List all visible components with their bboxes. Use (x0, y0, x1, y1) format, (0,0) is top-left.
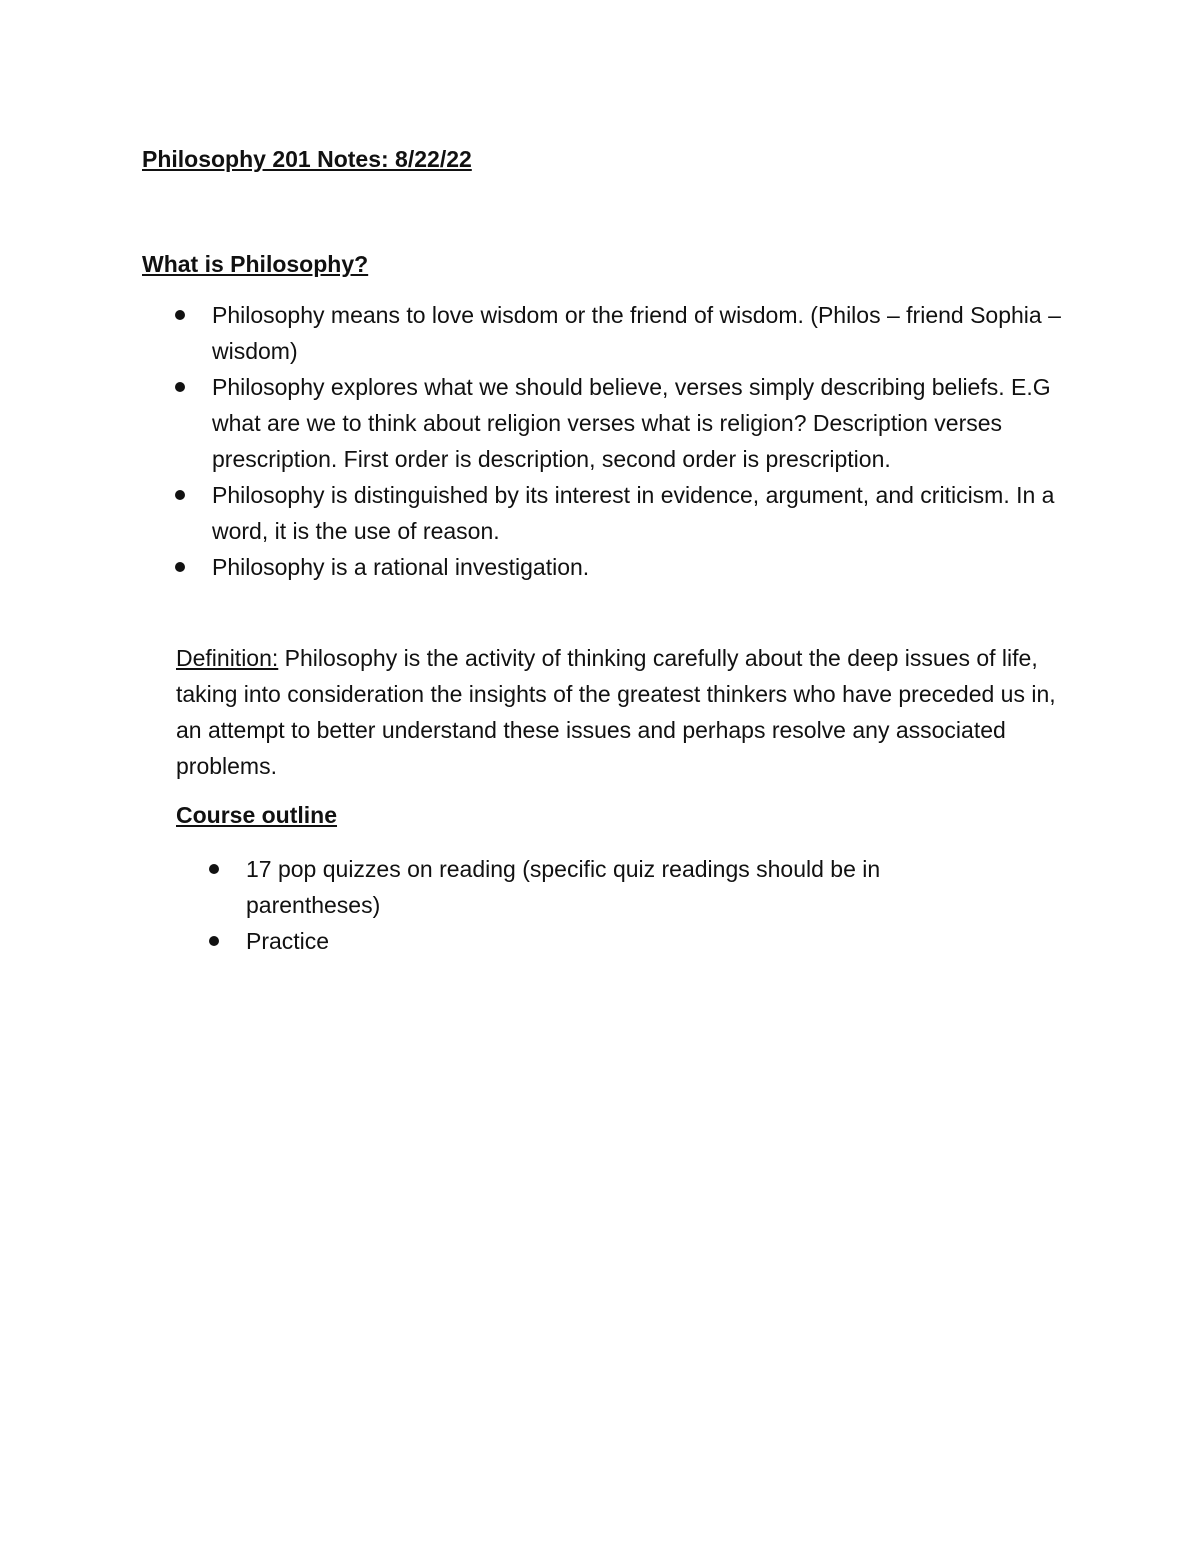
bullet-icon (175, 382, 185, 392)
list-item-text: 17 pop quizzes on reading (specific quiz readings should be in parentheses) (246, 856, 881, 918)
list-item-text: Practice (246, 928, 330, 954)
list-item (172, 297, 1072, 369)
page-title: Philosophy 201 Notes: 8/22/22 (142, 146, 472, 172)
bullet-icon (175, 562, 185, 572)
list-item (206, 923, 1006, 959)
list-item-text: Philosophy explores what we should believe, verses simply describing beliefs. E.G what are we to think about religion verses what is religion? Description verses prescription. First order is description, second order is prescription. (212, 374, 1051, 472)
definition-text: Philosophy is the activity of thinking carefully about the deep issues of life, taking into consideration the insights of the greatest thinkers who have preceded us in, an attempt to better understand these issues and perhaps resolve any associated problems. (176, 645, 1056, 779)
bullet-icon (175, 310, 185, 320)
list-item (206, 851, 1006, 923)
bullet-icon (175, 490, 185, 500)
list-item-text: Philosophy is a rational investigation. (212, 554, 590, 580)
section-heading-course-outline: Course outline (176, 802, 338, 828)
bullet-icon (209, 864, 219, 874)
list-item-text: Philosophy is distinguished by its interest in evidence, argument, and criticism. In a word, it is the use of reason. (212, 482, 1055, 544)
definition-label: Definition: (176, 645, 279, 671)
list-item (172, 549, 1072, 585)
list-item (172, 369, 1072, 477)
bullet-list-course-outline (206, 851, 1006, 959)
bullet-list-what-is-philosophy (172, 297, 1072, 585)
definition-paragraph (176, 640, 1071, 784)
bullet-icon (209, 936, 219, 946)
section-heading-what-is-philosophy: What is Philosophy? (142, 251, 369, 277)
list-item (172, 477, 1072, 549)
list-item-text: Philosophy means to love wisdom or the friend of wisdom. (Philos – friend Sophia – wisdom) (212, 302, 1061, 364)
